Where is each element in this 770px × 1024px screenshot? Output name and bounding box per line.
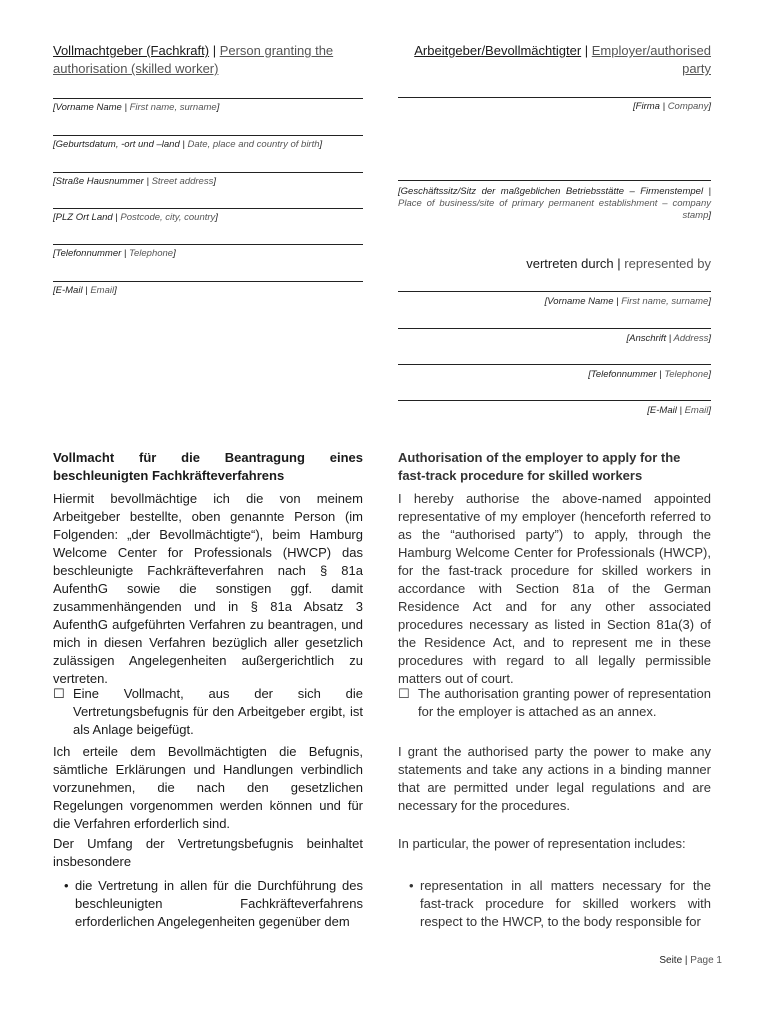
authorisation-title-de: Vollmacht für die Beantragung eines beschleunigten Fachkräfteverfahrens bbox=[53, 450, 363, 483]
rep-address-line[interactable] bbox=[398, 328, 711, 329]
business-address-label: [Geschäftssitz/Sitz der maßgeblichen Betriebsstätte – Firmenstempel | Place of business/site of primary permanent establishment – company stamp] bbox=[398, 186, 711, 221]
annex-checkbox-item-de[interactable] bbox=[53, 685, 363, 739]
birth-line[interactable] bbox=[53, 135, 363, 136]
power-paragraph-de: Ich erteile dem Bevollmächtigten die Befugnis, sämtliche Erklärungen und Handlungen verbindlich vorzunehmen, die nach den gesetzlichen Regelungen vorgenommen werden können und für die Verfahren erforderlich sind. bbox=[53, 744, 363, 831]
principal-heading-en: Person granting the authorisation (skilled worker) bbox=[53, 43, 334, 76]
authorisation-title-en: Authorisation of the employer to apply for the fast-track procedure for skilled workers bbox=[398, 450, 681, 483]
street-label: [Straße Hausnummer | Street address] bbox=[53, 176, 216, 187]
rep-address-label: [Anschrift | Address] bbox=[626, 333, 711, 344]
agent-heading: Arbeitgeber/Bevollmächtigter | Employer/authorised party bbox=[414, 43, 711, 76]
power-paragraph-en: I grant the authorised party the power to make any statements and take any actions in a binding manner that are permitted under legal regulations and are necessary for the procedures. bbox=[398, 744, 711, 813]
company-line[interactable] bbox=[398, 97, 711, 98]
page-number: Seite | Page 1 bbox=[659, 955, 722, 966]
represented-by-heading: vertreten durch | represented by bbox=[526, 256, 711, 271]
intro-paragraph-de: Hiermit bevollmächtige ich die von meinem Arbeitgeber bestellte, oben genannte Person (im Folgenden: „der Bevollmächtigte“), beim Hamburg Welcome Center for Professionals (HWCP) das beschleunigte Fachkräfteverfahren nach § 81a AufenthG sowie die sonstigen ggf. damit zusammenhängenden und in § 81a Absatz 3 AufenthG aufgeführten Verfahren zu beantragen, und mich in diesen Verfahren bezüglich aller gesetzlich zulässigen Angelegenheiten außergerichtlich zu vertreten. bbox=[53, 491, 363, 686]
principal-heading-de: Vollmachtgeber (Fachkraft) bbox=[53, 43, 210, 58]
intro-paragraph-en: I hereby authorise the above-named appointed representative of my employer (henceforth referred to as the “authorised party”) to apply, through the Hamburg Welcome Center for Professionals (HWCP), for the fast-track procedure for skilled workers in accordance with Section 81a of the German Residence Act and for any other associated procedures necessary as listed in Section 81a(3) of the Residence Act, and to represent me in these procedures with regard to all legally permissible matters out of court. bbox=[398, 491, 711, 686]
rep-name-label: [Vorname Name | First name, surname] bbox=[544, 296, 711, 307]
email-label: [E-Mail | Email] bbox=[53, 285, 117, 296]
agent-heading-de: Arbeitgeber/Bevollmächtigter bbox=[414, 43, 582, 58]
principal-heading: Vollmachtgeber (Fachkraft) | Person granting the authorisation (skilled worker) bbox=[53, 43, 334, 76]
postcode-label: [PLZ Ort Land | Postcode, city, country] bbox=[53, 212, 218, 223]
annex-checkbox-text-de: Eine Vollmacht, aus der sich die Vertretungsbefugnis für den Arbeitgeber ergibt, ist als Anlage beigefügt. bbox=[73, 686, 363, 737]
name-label: [Vorname Name | First name, surname] bbox=[53, 102, 220, 113]
bullet-icon: • bbox=[64, 878, 69, 893]
annex-checkbox-item-en[interactable] bbox=[398, 685, 711, 721]
agent-heading-en: Employer/authorised party bbox=[591, 43, 711, 76]
bullet-item-en: • representation in all matters necessary for the fast-track procedure for skilled workers with respect to the HWCP, to the body responsible for bbox=[409, 878, 711, 929]
scope-paragraph-en: In particular, the power of representation includes: bbox=[398, 836, 686, 851]
postcode-line[interactable] bbox=[53, 208, 363, 209]
rep-name-line[interactable] bbox=[398, 291, 711, 292]
checkbox-icon[interactable]: ☐ bbox=[53, 686, 65, 701]
rep-email-label: [E-Mail | Email] bbox=[647, 405, 711, 416]
checkbox-icon[interactable]: ☐ bbox=[398, 686, 410, 701]
company-label: [Firma | Company] bbox=[633, 101, 711, 112]
rep-telephone-line[interactable] bbox=[398, 364, 711, 365]
annex-checkbox-text-en: The authorisation granting power of representation for the employer is attached as an annex. bbox=[418, 686, 711, 719]
scope-paragraph-de: Der Umfang der Vertretungsbefugnis beinhaltet insbesondere bbox=[53, 836, 363, 869]
name-line[interactable] bbox=[53, 98, 363, 99]
email-line[interactable] bbox=[53, 281, 363, 282]
business-address-line[interactable] bbox=[398, 180, 711, 181]
bullet-item-de: • die Vertretung in allen für die Durchführung des beschleunigten Fachkräfteverfahrens erforderlichen Angelegenheiten gegenüber dem bbox=[64, 878, 363, 929]
telephone-label: [Telefonnummer | Telephone] bbox=[53, 248, 176, 259]
telephone-line[interactable] bbox=[53, 244, 363, 245]
rep-email-line[interactable] bbox=[398, 400, 711, 401]
bullet-icon: • bbox=[409, 878, 414, 893]
birth-label: [Geburtsdatum, -ort und –land | Date, place and country of birth] bbox=[53, 139, 323, 150]
street-line[interactable] bbox=[53, 172, 363, 173]
rep-telephone-label: [Telefonnummer | Telephone] bbox=[588, 369, 711, 380]
